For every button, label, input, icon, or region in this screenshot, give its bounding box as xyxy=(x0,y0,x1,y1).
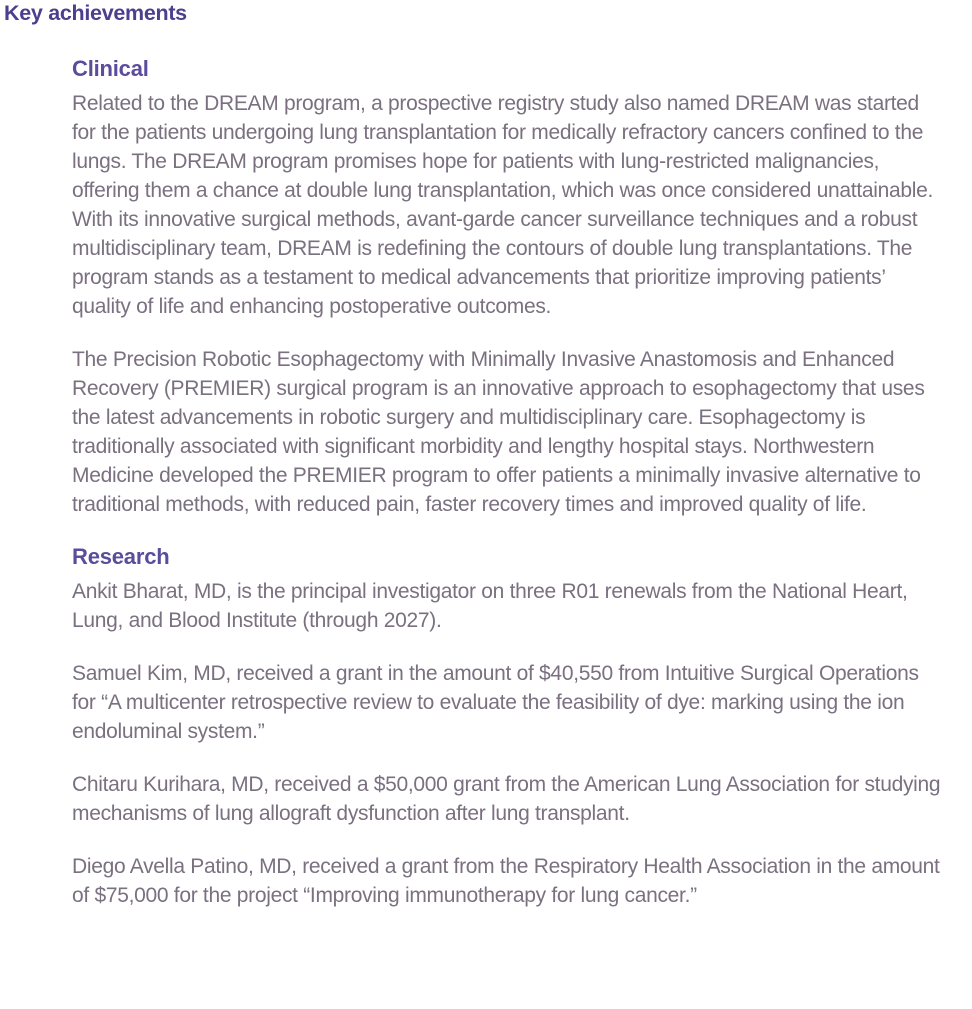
research-paragraph-patino: Diego Avella Patino, MD, received a grant from the Respiratory Health Association in the amount of $75,000 for the project “Improving immunotherapy for lung cancer.” xyxy=(72,855,940,907)
research-paragraph-bharat: Ankit Bharat, MD, is the principal investigator on three R01 renewals from the National Heart, Lung, and Blood Institute (through 2027). xyxy=(72,580,908,632)
research-paragraph-kurihara: Chitaru Kurihara, MD, received a $50,000 grant from the American Lung Association for studying mechanisms of lung allograft dysfunction after lung transplant. xyxy=(72,773,941,825)
research-paragraph-kim: Samuel Kim, MD, received a grant in the amount of $40,550 from Intuitive Surgical Operations for “A multicenter retrospective review to evaluate the feasibility of dye: marking using the ion endoluminal system.” xyxy=(72,662,919,743)
section-clinical xyxy=(72,55,946,519)
clinical-paragraph-premier: The Precision Robotic Esophagectomy with Minimally Invasive Anastomosis and Enhanced Recovery (PREMIER) surgical program is an innovative approach to esophagectomy that uses the latest advancements in robotic surgery and multidisciplinary care. Esophagectomy is traditionally associated with significant morbidity and lengthy hospital stays. Northwestern Medicine developed the PREMIER program to offer patients a minimally invasive alternative to traditional methods, with reduced pain, faster recovery times and improved quality of life. xyxy=(72,348,925,516)
clinical-paragraph-dream: Related to the DREAM program, a prospective registry study also named DREAM was started for the patients undergoing lung transplantation for medically refractory cancers confined to the lungs. The DREAM program promises hope for patients with lung-restricted malignancies, offering them a chance at double lung transplantation, which was once considered unattainable. With its innovative surgical methods, avant-garde cancer surveillance techniques and a robust multidisciplinary team, DREAM is redefining the contours of double lung transplantations. The program stands as a testament to medical advancements that prioritize improving patients’ quality of life and enhancing postoperative outcomes. xyxy=(72,92,934,318)
section-research xyxy=(72,543,946,910)
clinical-heading: Clinical xyxy=(72,56,149,81)
page-title: Key achievements xyxy=(4,1,187,25)
research-heading: Research xyxy=(72,544,170,569)
